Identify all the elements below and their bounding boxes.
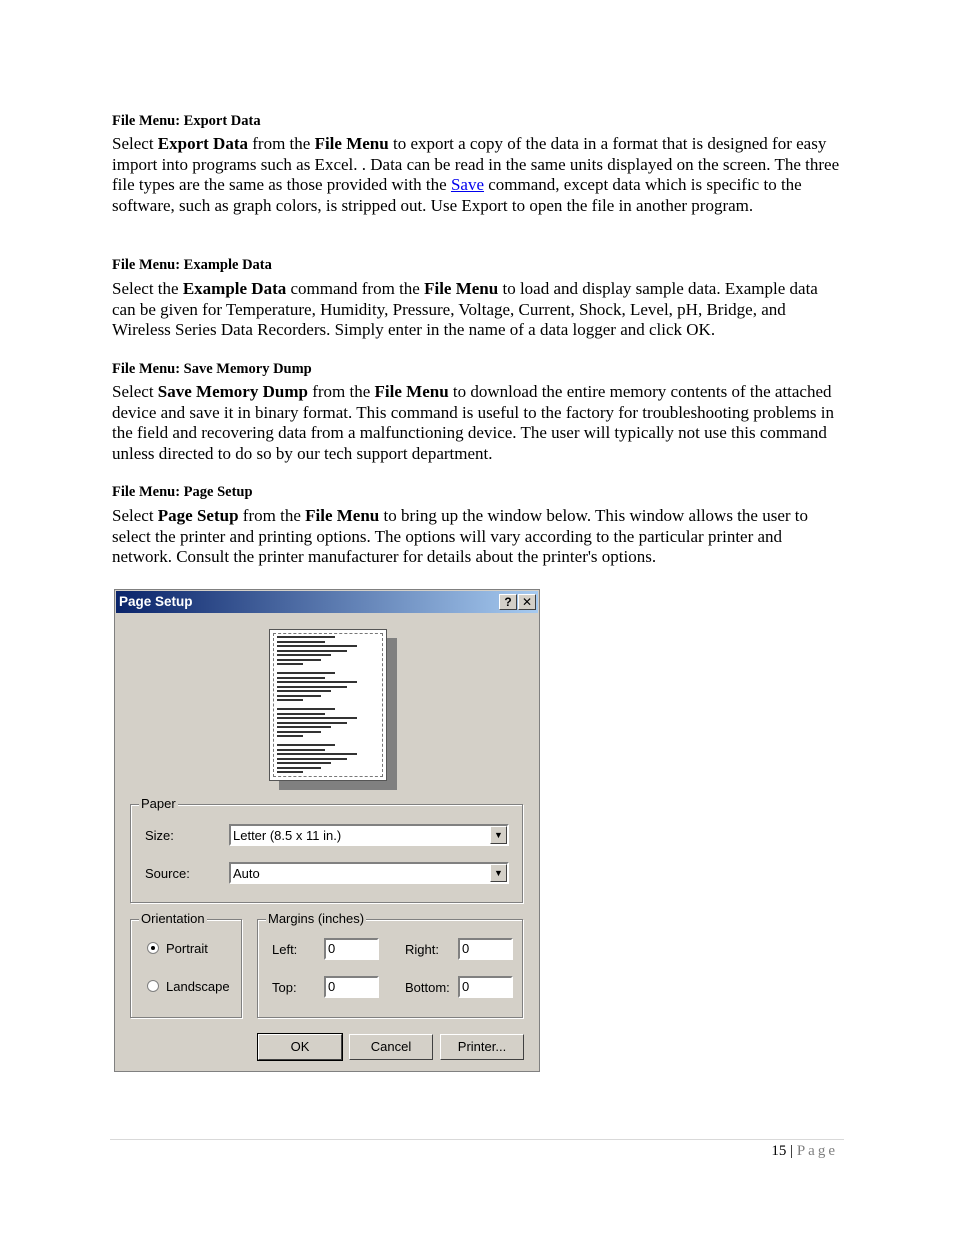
preview-text-line <box>277 762 331 764</box>
left-label: Left: <box>272 942 298 957</box>
preview-text-line <box>277 672 335 674</box>
paragraph-page-setup: Select Page Setup from the File Menu to bring up the window below. This window allows the user to select the printer and printing options. The options will vary according to the particular printer and network. Consult the printer manufacturer for details about the printer's options. <box>112 506 809 567</box>
footer-separator: | <box>786 1143 797 1159</box>
page-preview <box>269 629 387 781</box>
preview-text-line <box>277 641 325 643</box>
printer-button[interactable]: Printer... <box>440 1034 524 1060</box>
size-label: Size: <box>145 828 174 843</box>
orientation-legend: Orientation <box>141 911 205 926</box>
heading-export-data: File Menu: Export Data <box>112 113 261 129</box>
save-link[interactable]: Save <box>450 175 485 195</box>
preview-text-line <box>277 717 357 719</box>
portrait-radio[interactable] <box>147 942 159 954</box>
page-number: 15 <box>771 1143 787 1159</box>
help-icon[interactable]: ? <box>499 594 517 610</box>
preview-text-line <box>277 681 357 683</box>
page-footer <box>771 1143 838 1160</box>
margins-group <box>257 911 523 1018</box>
dialog-titlebar <box>116 591 538 613</box>
preview-text-line <box>277 753 357 755</box>
margins-legend: Margins (inches) <box>268 911 365 926</box>
preview-text-line <box>277 686 347 688</box>
source-value: Auto <box>233 866 260 881</box>
source-select[interactable] <box>229 862 509 884</box>
preview-text-line <box>277 677 325 679</box>
size-value: Letter (8.5 x 11 in.) <box>233 828 342 843</box>
preview-text-line <box>277 771 303 773</box>
preview-text-line <box>277 636 335 638</box>
source-label: Source: <box>145 866 190 881</box>
preview-text-line <box>277 744 335 746</box>
dialog-title: Page Setup <box>119 594 193 609</box>
preview-text-line <box>277 645 357 647</box>
size-select[interactable] <box>229 824 509 846</box>
right-margin-input[interactable]: 0 <box>458 938 513 960</box>
portrait-label: Portrait <box>166 941 208 956</box>
preview-text-line <box>277 735 303 737</box>
orientation-group <box>130 911 242 1018</box>
landscape-radio[interactable] <box>147 980 159 992</box>
preview-text-line <box>277 654 331 656</box>
close-icon[interactable]: ✕ <box>518 594 536 610</box>
paragraph-export-data: Select Export Data from the File Menu to export a copy of the data in a format that is designed for easy import into programs such as Excel. . Data can be read in the same units displayed on the screen. The three file types are the same as those provided with the Save command, except data which is specific to the software, such as graph colors, is stripped out. Use Export to open the file in another program. <box>112 134 840 216</box>
preview-text-line <box>277 708 335 710</box>
preview-text-line <box>277 731 321 733</box>
paragraph-example-data: Select the Example Data command from the File Menu to load and display sample data. Example data can be given for Temperature, Humidity, Pressure, Voltage, Current, Shock, Level, pH, Bridge, and Wireless Series Data Recorders. Simply enter in the name of a data logger and click OK. <box>112 279 818 340</box>
preview-text-line <box>277 695 321 697</box>
heading-save-memory-dump: File Menu: Save Memory Dump <box>112 361 312 377</box>
preview-text-line <box>277 690 331 692</box>
bottom-margin-input[interactable]: 0 <box>458 976 513 998</box>
landscape-label: Landscape <box>166 979 230 994</box>
preview-text-line <box>277 749 325 751</box>
top-margin-input[interactable]: 0 <box>324 976 379 998</box>
paragraph-save-memory-dump: Select Save Memory Dump from the File Menu to download the entire memory contents of the attached device and save it in binary format. This command is useful to the factory for troubleshooting problems in the field and recovering data from a malfunctioning device. The user will typically not use this command unless directed to do so by our tech support department. <box>112 382 835 464</box>
preview-text-line <box>277 758 347 760</box>
preview-text-line <box>277 699 303 701</box>
footer-divider <box>110 1139 844 1140</box>
left-margin-input[interactable]: 0 <box>324 938 379 960</box>
preview-text-line <box>277 713 325 715</box>
paper-legend: Paper <box>141 796 176 811</box>
page-setup-dialog <box>114 589 540 1072</box>
cancel-button[interactable]: Cancel <box>349 1034 433 1060</box>
ok-button[interactable]: OK <box>258 1034 342 1060</box>
preview-text-line <box>277 722 347 724</box>
preview-text-line <box>277 726 331 728</box>
bottom-label: Bottom: <box>405 980 450 995</box>
heading-page-setup: File Menu: Page Setup <box>112 484 253 500</box>
top-label: Top: <box>272 980 297 995</box>
preview-text-line <box>277 659 321 661</box>
right-label: Right: <box>405 942 439 957</box>
chevron-down-icon[interactable]: ▼ <box>490 864 507 882</box>
preview-text-line <box>277 663 303 665</box>
chevron-down-icon[interactable]: ▼ <box>490 826 507 844</box>
paper-group <box>130 796 523 903</box>
preview-text-line <box>277 650 347 652</box>
preview-text-line <box>277 767 321 769</box>
heading-example-data: File Menu: Example Data <box>112 257 272 273</box>
page-word: Page <box>796 1143 838 1159</box>
